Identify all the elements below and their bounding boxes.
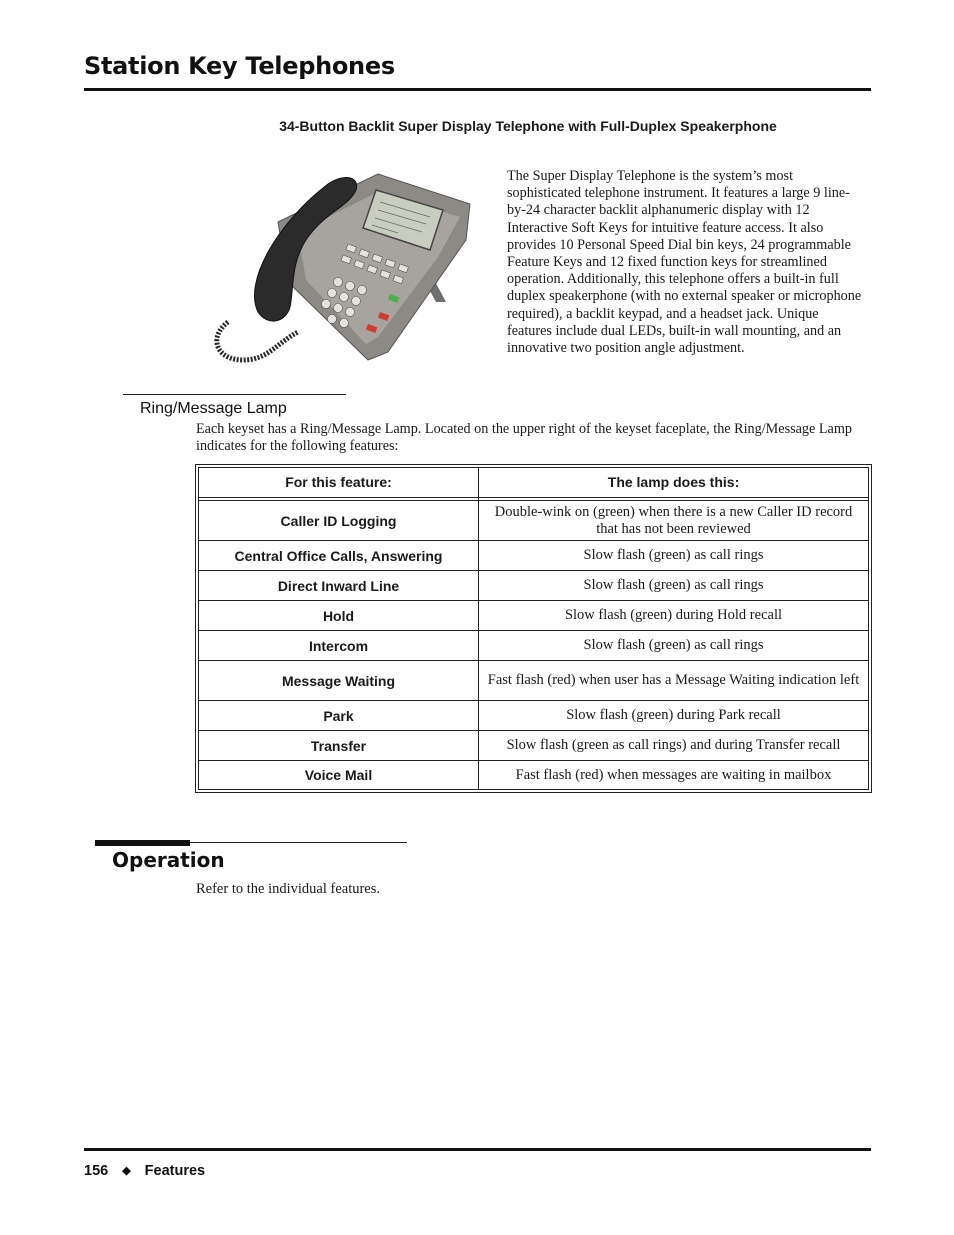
table-cell-feature: Hold bbox=[199, 601, 479, 631]
table-row bbox=[199, 661, 869, 701]
operation-heading: Operation bbox=[112, 848, 225, 872]
table-cell-lamp: Slow flash (green as call rings) and during Transfer recall bbox=[479, 731, 869, 761]
operation-body: Refer to the individual features. bbox=[196, 881, 381, 897]
table-cell-lamp: Double-wink on (green) when there is a new Caller ID record that has not been reviewed bbox=[479, 501, 869, 541]
table-cell-lamp: Slow flash (green) during Park recall bbox=[479, 701, 869, 731]
table-cell-feature: Direct Inward Line bbox=[199, 571, 479, 601]
title-divider bbox=[84, 88, 871, 91]
table-row bbox=[199, 701, 869, 731]
footer-divider bbox=[84, 1148, 871, 1151]
table-cell-lamp: Slow flash (green) as call rings bbox=[479, 571, 869, 601]
table-cell-lamp: Slow flash (green) as call rings bbox=[479, 541, 869, 571]
table-row bbox=[199, 571, 869, 601]
table-row bbox=[199, 631, 869, 661]
ring-message-lamp-heading: Ring/Message Lamp bbox=[140, 400, 287, 417]
section-divider bbox=[123, 394, 346, 395]
table-cell-lamp: Fast flash (red) when user has a Message Waiting indication left bbox=[479, 661, 869, 701]
page-title: Station Key Telephones bbox=[84, 52, 395, 80]
diamond-separator-icon: ◆ bbox=[122, 1165, 131, 1177]
table-cell-lamp: Slow flash (green) as call rings bbox=[479, 631, 869, 661]
table-cell-feature: Voice Mail bbox=[199, 761, 479, 790]
footer-section: Features bbox=[144, 1163, 206, 1179]
telephone-illustration bbox=[198, 162, 483, 377]
operation-rule bbox=[190, 842, 407, 843]
table-cell-feature: Park bbox=[199, 701, 479, 731]
table-cell-feature: Central Office Calls, Answering bbox=[199, 541, 479, 571]
table-cell-lamp: Slow flash (green) during Hold recall bbox=[479, 601, 869, 631]
phone-cord bbox=[217, 322, 298, 360]
table-row bbox=[199, 601, 869, 631]
table-header-feature: For this feature: bbox=[199, 468, 479, 498]
table-header-lamp: The lamp does this: bbox=[479, 468, 869, 498]
figure-description: The Super Display Telephone is the system’s most sophisticated telephone instrument. It features a large 9 line-by-24 character backlit alphanumeric display with 12 Interactive Soft Keys for intuitive feature access. It also provides 10 Personal Speed Dial bin keys, 24 programmable Feature Keys and 12 fixed function keys for streamlined operation. Additionally, this telephone offers a built-in full duplex speakerphone (with no external speaker or microphone required), a backlit keypad, and a headset jack. Unique features include dual LEDs, built-in wall mounting, and an innovative two position angle adjustment. bbox=[507, 168, 862, 357]
page-number: 156 bbox=[84, 1163, 109, 1179]
table-row bbox=[199, 761, 869, 790]
operation-rule-accent bbox=[95, 840, 190, 846]
table-cell-feature: Intercom bbox=[199, 631, 479, 661]
table-cell-feature: Caller ID Logging bbox=[199, 501, 479, 541]
lamp-feature-table bbox=[195, 464, 872, 793]
ring-message-lamp-intro: Each keyset has a Ring/Message Lamp. Located on the upper right of the keyset faceplate, the Ring/Message Lamp indicates for the following features: bbox=[196, 421, 852, 454]
table-cell-feature: Message Waiting bbox=[199, 661, 479, 701]
table-cell-feature: Transfer bbox=[199, 731, 479, 761]
table-cell-lamp: Fast flash (red) when messages are waiting in mailbox bbox=[479, 761, 869, 790]
table-row bbox=[199, 501, 869, 541]
page-footer bbox=[84, 1163, 205, 1179]
table-row bbox=[199, 731, 869, 761]
figure-caption: 34-Button Backlit Super Display Telephone with Full-Duplex Speakerphone bbox=[279, 118, 777, 134]
table-row bbox=[199, 541, 869, 571]
